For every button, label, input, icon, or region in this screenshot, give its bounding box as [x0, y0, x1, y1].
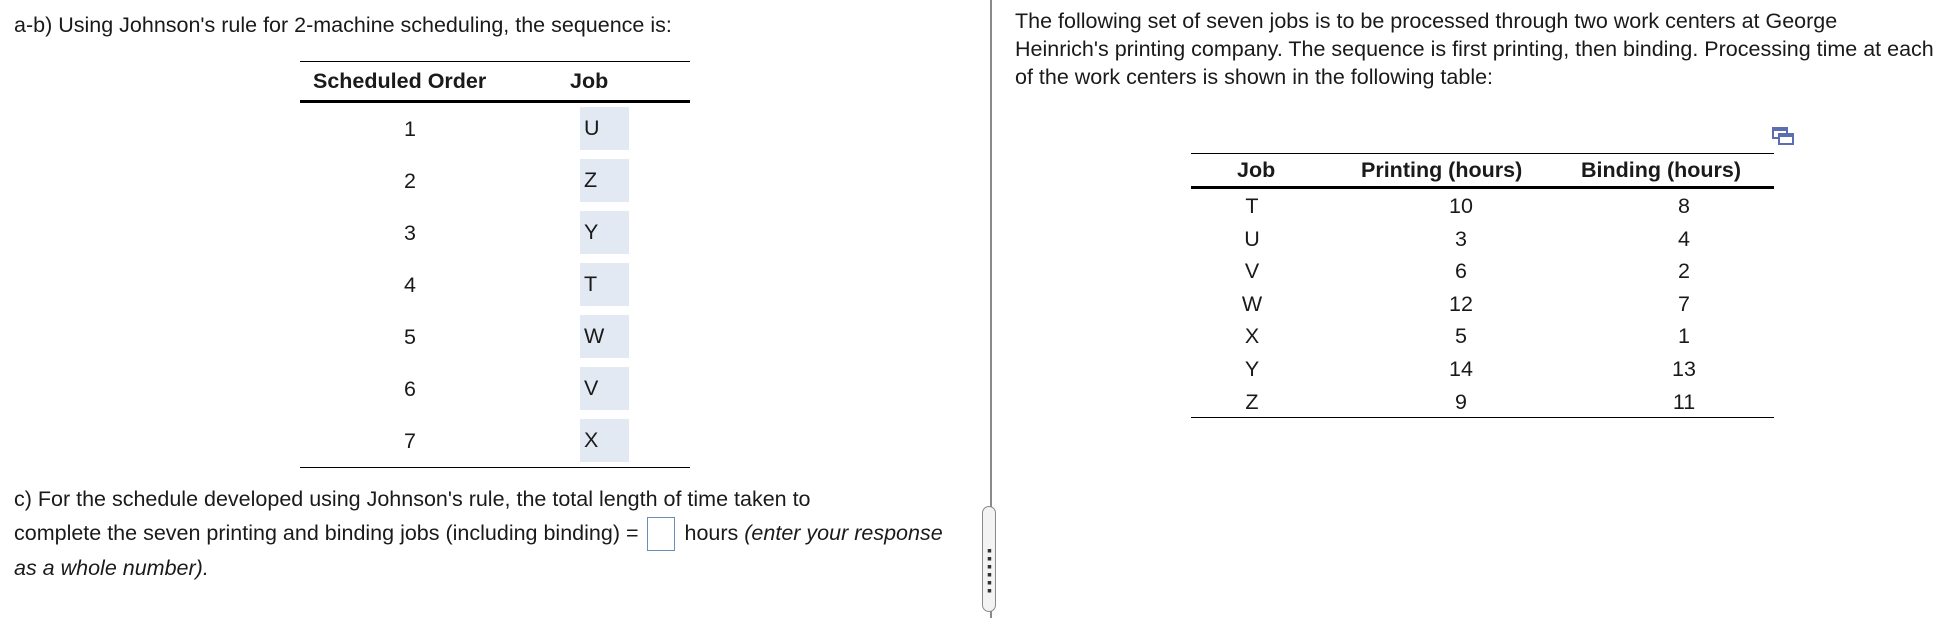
scheduled-order-cell: 3 [404, 221, 416, 245]
binding-hours-cell: 13 [1672, 356, 1696, 381]
binding-hours-cell: 4 [1678, 226, 1690, 251]
table-row [1191, 385, 1774, 418]
drag-handle-icon[interactable]: ▪ ▪ ▪ ▪ ▪ ▪ [982, 506, 996, 612]
sequence-row [300, 103, 690, 155]
table-row [1191, 352, 1774, 385]
scheduled-order-cell: 4 [404, 273, 416, 297]
header-scheduled-order: Scheduled Order [313, 69, 487, 93]
question-c-unit: hours [684, 521, 739, 545]
processing-times-table [1191, 153, 1774, 418]
problem-statement: The following set of seven jobs is to be processed through two work centers at George Heinrich's printing company. The sequence is first printing, then binding. Processing time at each of the work centers is shown in the following table: [1015, 9, 1934, 89]
job-cell: V [1244, 259, 1260, 284]
sequence-table [300, 61, 690, 468]
header-job: Job [1237, 158, 1276, 182]
question-c-line1: c) For the schedule developed using Johnson's rule, the total length of time taken to [14, 487, 811, 511]
job-cell: T [1245, 194, 1259, 218]
processing-table-header [1191, 153, 1774, 189]
question-ab-intro: a-b) Using Johnson's rule for 2-machine scheduling, the sequence is: [14, 13, 672, 37]
question-c-prefix: complete the seven printing and binding jobs (including binding) = [14, 521, 639, 545]
sequence-row [300, 259, 690, 311]
table-row [1191, 254, 1774, 287]
right-pane [1001, 0, 1938, 618]
job-answer-cell[interactable]: W [580, 315, 629, 358]
scheduled-order-cell: 1 [404, 117, 416, 141]
sequence-table-bottom-rule [300, 467, 690, 468]
printing-hours-cell: 6 [1455, 259, 1467, 284]
sequence-row [300, 311, 690, 363]
printing-hours-cell: 3 [1455, 226, 1467, 251]
binding-hours-cell: 2 [1678, 259, 1690, 284]
table-row [1191, 189, 1774, 222]
printing-hours-cell: 9 [1455, 389, 1467, 414]
job-cell: X [1244, 324, 1260, 349]
binding-hours-cell: 8 [1678, 194, 1690, 218]
processing-table-bottom-rule [1191, 417, 1774, 418]
job-answer-cell[interactable]: Y [580, 211, 629, 254]
scheduled-order-cell: 6 [404, 377, 416, 401]
question-c-line2 [14, 516, 944, 585]
printing-hours-cell: 14 [1449, 356, 1473, 381]
job-answer-cell[interactable]: X [580, 419, 629, 462]
sequence-row [300, 363, 690, 415]
sequence-table-body [300, 103, 690, 467]
binding-hours-cell: 7 [1678, 291, 1690, 316]
expand-table-icon[interactable] [1771, 126, 1795, 146]
printing-hours-cell: 12 [1449, 291, 1473, 316]
table-row [1191, 222, 1774, 255]
table-row [1191, 287, 1774, 320]
job-answer-cell[interactable]: Z [580, 159, 629, 202]
job-answer-cell[interactable]: T [580, 263, 629, 306]
sequence-table-header [300, 61, 690, 103]
job-answer-cell[interactable]: V [580, 367, 629, 410]
total-hours-answer-input[interactable] [647, 517, 675, 551]
scheduled-order-cell: 2 [404, 169, 416, 193]
binding-hours-cell: 1 [1678, 324, 1690, 349]
scheduled-order-cell: 5 [404, 325, 416, 349]
question-c-hint: (enter your response as a whole number). [14, 521, 943, 581]
scheduled-order-cell: 7 [404, 429, 416, 453]
printing-hours-cell: 10 [1449, 194, 1473, 218]
job-cell: U [1244, 226, 1260, 251]
header-printing: Printing (hours) [1361, 158, 1523, 182]
processing-table-body [1191, 189, 1774, 417]
sequence-row [300, 207, 690, 259]
job-cell: Y [1244, 356, 1260, 381]
printing-hours-cell: 5 [1455, 324, 1467, 349]
job-cell: W [1241, 291, 1263, 316]
header-job: Job [570, 69, 609, 93]
sequence-row [300, 415, 690, 467]
header-binding: Binding (hours) [1581, 158, 1742, 182]
job-answer-cell[interactable]: U [580, 107, 629, 150]
table-row [1191, 319, 1774, 352]
job-cell: Z [1245, 389, 1259, 414]
question-c [14, 482, 944, 585]
sequence-row [300, 155, 690, 207]
binding-hours-cell: 11 [1672, 389, 1696, 414]
